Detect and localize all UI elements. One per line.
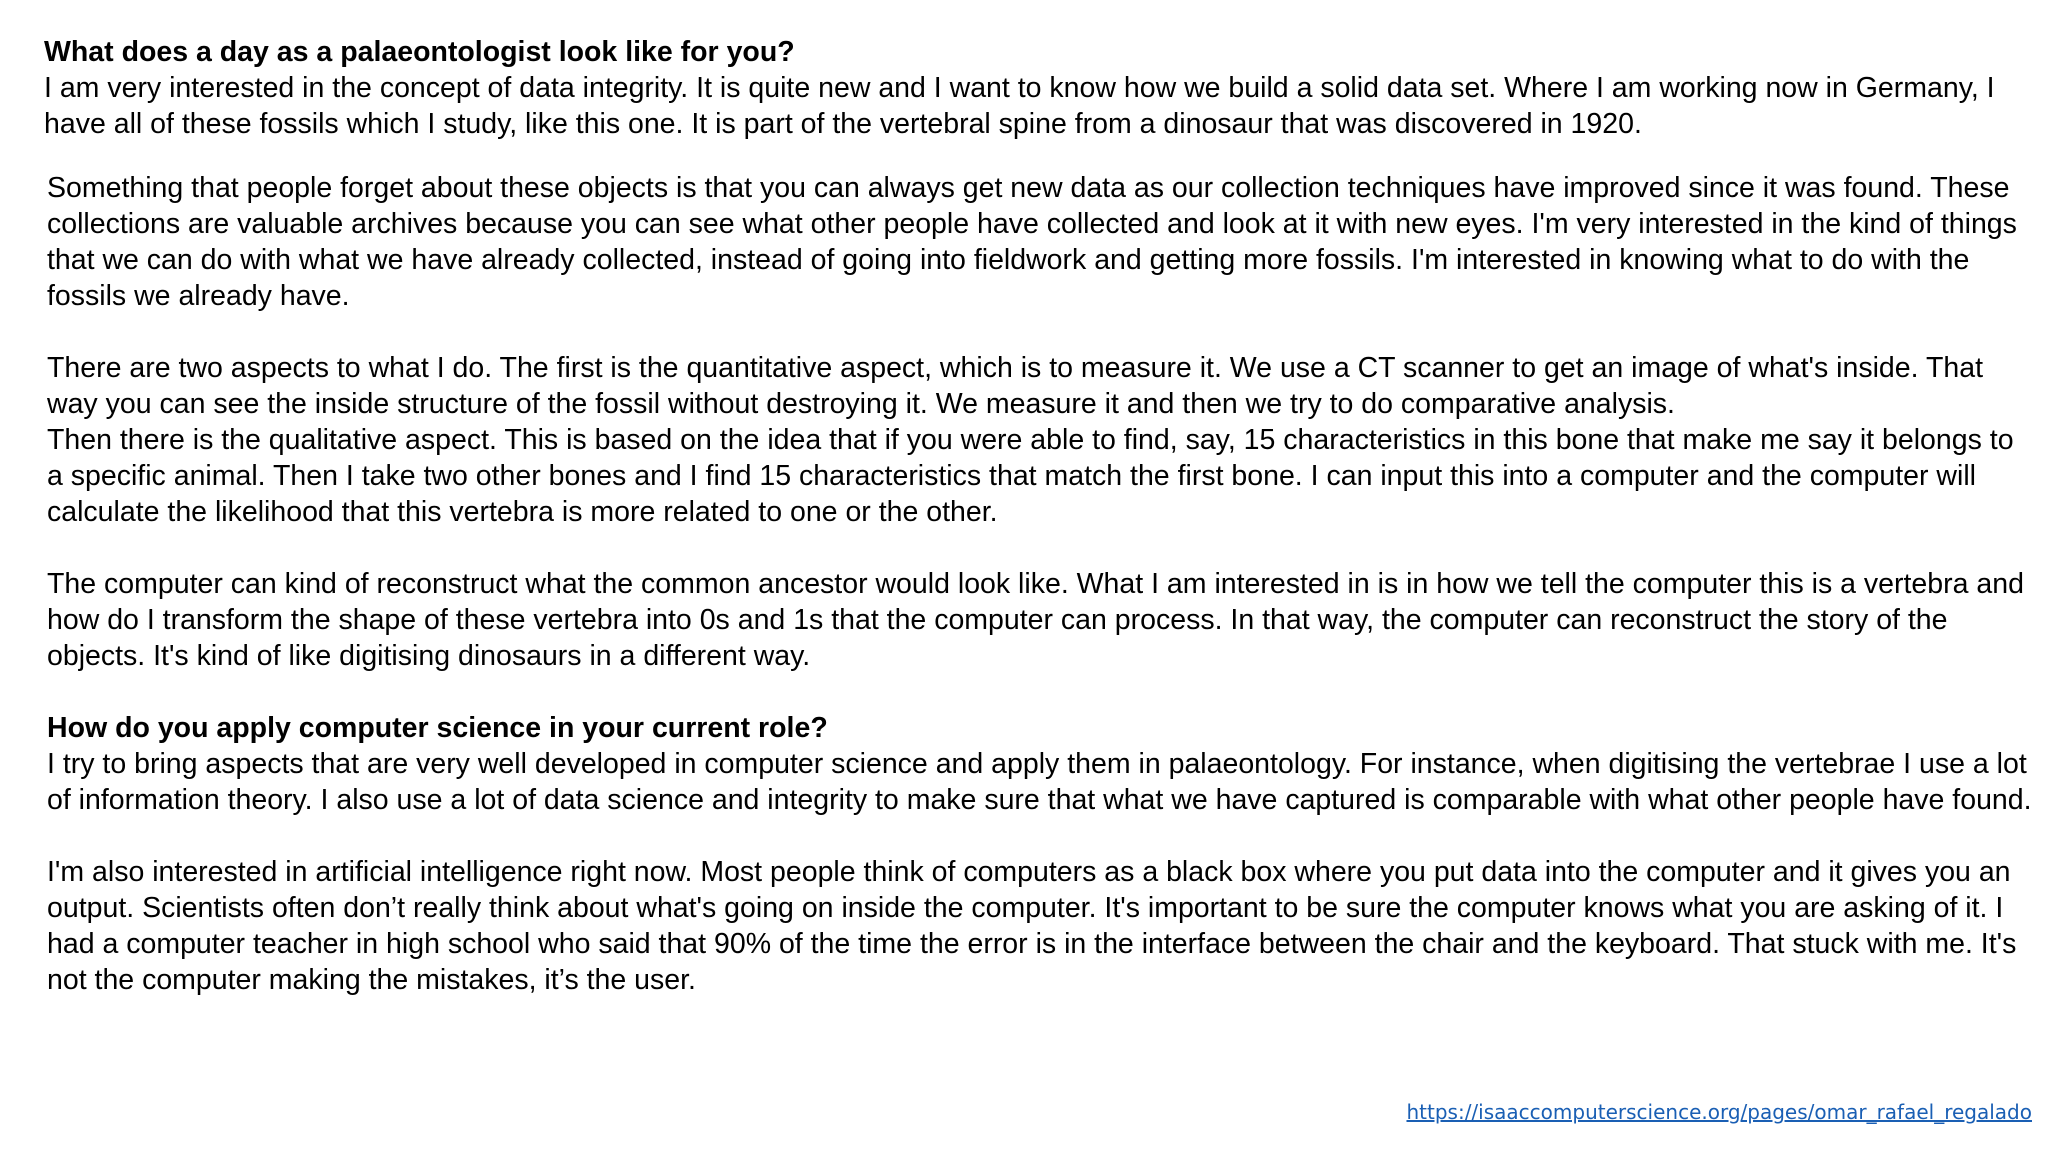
intro-paragraph: I am very interested in the concept of data integrity. It is quite new and I want to know how we build a solid data set. Where I am working now in Germany, I have all of these fossils which I study, like this one. It is part of the vertebral spine from a dinosaur that was discovered in 1920. [44, 72, 1995, 140]
paragraph-spacer [47, 818, 2037, 854]
paragraph-qualitative: Then there is the qualitative aspect. This is based on the idea that if you were able to find, say, 15 characteristics in this bone that make me say it belongs to a specific animal. Then I take two other bones and I find 15 characteristics that match the first bone. I can input this into a computer and the computer will calculate the likelihood that this vertebra is more related to one or the other. [47, 424, 2014, 528]
source-link[interactable]: https://isaaccomputerscience.org/pages/omar_rafael_regalado [1406, 1100, 2032, 1124]
paragraph-spacer [47, 530, 2037, 566]
paragraph-information-theory: I try to bring aspects that are very well developed in computer science and apply them in palaeontology. For instance, when digitising the vertebrae I use a lot of information theory. I also use a lot of data science and integrity to make sure that what we have captured is comparable with what other people have found. [47, 748, 2032, 816]
section-one-intro [44, 34, 2034, 142]
paragraph-artificial-intelligence: I'm also interested in artificial intelligence right now. Most people think of computers as a black box where you put data into the computer and it gives you an output. Scientists often don’t really think about what's going on inside the computer. It's important to be sure the computer knows what you are asking of it. I had a computer teacher in high school who said that 90% of the time the error is in the interface between the chair and the keyboard. That stuck with me. It's not the computer making the mistakes, it’s the user. [47, 856, 2017, 996]
paragraph-quantitative: There are two aspects to what I do. The first is the quantitative aspect, which is to measure it. We use a CT scanner to get an image of what's inside. That way you can see the inside structure of the fossil without destroying it. We measure it and then we try to do comparative analysis. [47, 352, 1983, 420]
question-heading-computer-science: How do you apply computer science in your current role? [47, 712, 828, 744]
paragraph-reconstruct: The computer can kind of reconstruct what the common ancestor would look like. What I am interested in is in how we tell the computer this is a vertebra and how do I transform the shape of these vertebra into 0s and 1s that the computer can process. In that way, the computer can reconstruct the story of the objects. It's kind of like digitising dinosaurs in a different way. [47, 568, 2024, 672]
question-heading-day: What does a day as a palaeontologist look like for you? [44, 36, 795, 68]
paragraph-spacer [47, 314, 2037, 350]
main-text-block [47, 170, 2037, 998]
paragraph-collections: Something that people forget about these objects is that you can always get new data as our collection techniques have improved since it was found. These collections are valuable archives because you can see what other people have collected and look at it with new eyes. I'm very interested in the kind of things that we can do with what we have already collected, instead of going into fieldwork and getting more fossils. I'm interested in knowing what to do with the fossils we already have. [47, 172, 2017, 312]
paragraph-spacer [47, 674, 2037, 710]
